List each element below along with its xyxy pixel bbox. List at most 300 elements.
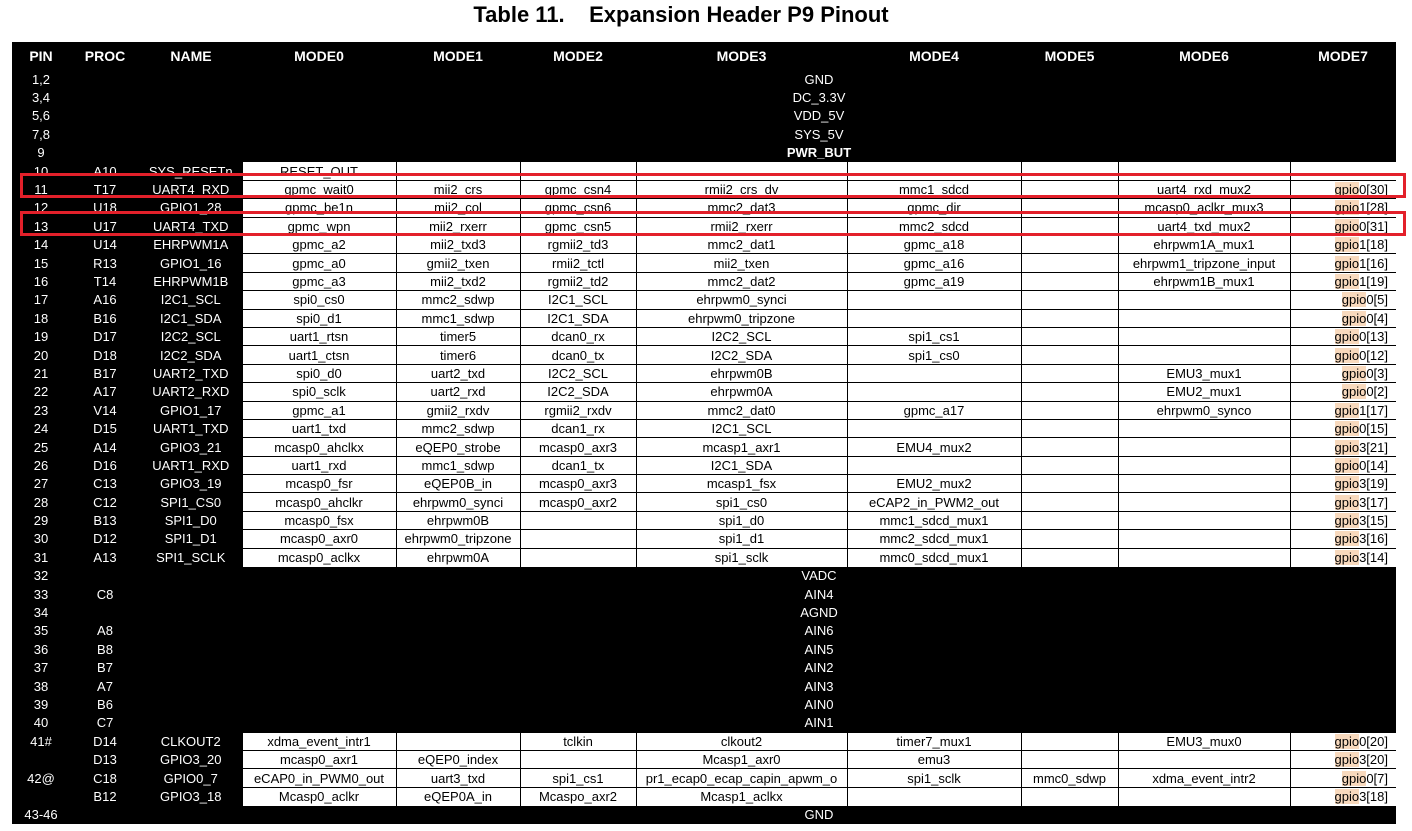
table-row [12, 254, 1396, 272]
mode0-cell: gpmc_be1n [242, 199, 396, 217]
table-row [12, 677, 1396, 695]
mode1-cell: mii2_crs [396, 180, 520, 198]
mode4-cell: mmc2_sdcd_mux1 [847, 530, 1021, 548]
mode3-cell: spi1_sclk [636, 548, 847, 566]
mode0-cell: mcasp0_axr1 [242, 750, 396, 768]
mode4-cell: gpmc_dir [847, 199, 1021, 217]
header-mode5: MODE5 [1021, 42, 1118, 70]
proc-cell: V14 [70, 401, 140, 419]
pin-cell: 20 [12, 346, 70, 364]
mode3-cell: clkout2 [636, 732, 847, 750]
proc-cell: B7 [70, 659, 140, 677]
mode7-cell [1290, 732, 1396, 750]
mode0-cell: uart1_txd [242, 419, 396, 437]
proc-cell: T17 [70, 180, 140, 198]
gpio-value: gpio1[19] [1334, 273, 1388, 289]
mode1-cell: mmc1_sdwp [396, 309, 520, 327]
proc-cell: D12 [70, 530, 140, 548]
mode3-cell: Mcasp1_aclkx [636, 787, 847, 805]
mode0-cell: mcasp0_ahclkx [242, 438, 396, 456]
mode4-cell [847, 309, 1021, 327]
mode1-cell [396, 162, 520, 180]
mode3-cell: I2C1_SCL [636, 419, 847, 437]
gpio-value: gpio3[16] [1334, 531, 1388, 547]
pin-cell: 1,2 [12, 70, 70, 88]
mode1-cell: eQEP0_index [396, 750, 520, 768]
pinout-body [12, 70, 1396, 824]
mode5-cell [1021, 217, 1118, 235]
header-mode1: MODE1 [396, 42, 520, 70]
name-cell: GPIO3_20 [140, 750, 242, 768]
proc-cell: A14 [70, 438, 140, 456]
gpio-value: gpio0[14] [1334, 457, 1388, 473]
mode6-cell: ehrpwm0_synco [1118, 401, 1290, 419]
header-name: NAME [140, 42, 242, 70]
name-cell: GPIO1_28 [140, 199, 242, 217]
mode1-cell: uart2_rxd [396, 383, 520, 401]
header-row [12, 42, 1396, 70]
proc-cell: T14 [70, 272, 140, 290]
mode2-cell: gpmc_csn6 [520, 199, 636, 217]
table-row [12, 622, 1396, 640]
mode2-cell: I2C1_SCL [520, 291, 636, 309]
mode6-cell [1118, 530, 1290, 548]
table-row [12, 364, 1396, 382]
signal-cell: SYS_5V [242, 125, 1396, 143]
gpio-value: gpio3[21] [1334, 439, 1388, 455]
table-row [12, 585, 1396, 603]
gpio-value: gpio3[20] [1334, 752, 1388, 768]
signal-cell: VADC [242, 567, 1396, 585]
table-row [12, 603, 1396, 621]
pin-cell [12, 750, 70, 768]
mode5-cell [1021, 236, 1118, 254]
proc-cell: A17 [70, 383, 140, 401]
gpio-value: gpio0[20] [1334, 733, 1388, 749]
mode5-cell [1021, 180, 1118, 198]
mode3-cell: mmc2_dat1 [636, 236, 847, 254]
name-cell [140, 70, 242, 88]
table-row [12, 383, 1396, 401]
mode4-cell: gpmc_a18 [847, 236, 1021, 254]
pin-cell: 31 [12, 548, 70, 566]
mode3-cell: spi1_d1 [636, 530, 847, 548]
mode5-cell [1021, 383, 1118, 401]
mode1-cell: mii2_txd3 [396, 236, 520, 254]
mode1-cell: eQEP0B_in [396, 475, 520, 493]
proc-cell: D16 [70, 456, 140, 474]
gpio-value: gpio0[15] [1334, 421, 1388, 437]
name-cell [140, 125, 242, 143]
name-cell [140, 567, 242, 585]
pin-cell: 13 [12, 217, 70, 235]
mode1-cell: timer6 [396, 346, 520, 364]
table-row [12, 107, 1396, 125]
mode1-cell: eQEP0A_in [396, 787, 520, 805]
mode4-cell: EMU4_mux2 [847, 438, 1021, 456]
name-cell: I2C1_SDA [140, 309, 242, 327]
name-cell: UART2_RXD [140, 383, 242, 401]
mode1-cell: mmc2_sdwp [396, 291, 520, 309]
mode7-cell [1290, 456, 1396, 474]
table-row [12, 732, 1396, 750]
pin-cell: 22 [12, 383, 70, 401]
signal-cell: PWR_BUT [242, 144, 1396, 162]
mode2-cell: rgmii2_rxdv [520, 401, 636, 419]
mode2-cell: I2C2_SCL [520, 364, 636, 382]
mode5-cell: mmc0_sdwp [1021, 769, 1118, 787]
name-cell: I2C1_SCL [140, 291, 242, 309]
name-cell: UART1_RXD [140, 456, 242, 474]
gpio-value: gpio0[31] [1334, 218, 1388, 234]
proc-cell: A10 [70, 162, 140, 180]
mode7-cell [1290, 162, 1396, 180]
mode6-cell [1118, 327, 1290, 345]
mode0-cell: gpmc_wpn [242, 217, 396, 235]
mode1-cell: mii2_txd2 [396, 272, 520, 290]
mode2-cell: Mcaspo_axr2 [520, 787, 636, 805]
name-cell: EHRPWM1B [140, 272, 242, 290]
pin-cell: 24 [12, 419, 70, 437]
mode1-cell: mii2_col [396, 199, 520, 217]
mode6-cell [1118, 346, 1290, 364]
mode2-cell: gpmc_csn4 [520, 180, 636, 198]
table-row [12, 199, 1396, 217]
proc-cell: U17 [70, 217, 140, 235]
mode0-cell: gpmc_a1 [242, 401, 396, 419]
mode1-cell: timer5 [396, 327, 520, 345]
mode6-cell: uart4_rxd_mux2 [1118, 180, 1290, 198]
mode0-cell: spi0_d0 [242, 364, 396, 382]
mode0-cell: spi0_d1 [242, 309, 396, 327]
mode5-cell [1021, 291, 1118, 309]
proc-cell: C13 [70, 475, 140, 493]
mode5-cell [1021, 548, 1118, 566]
proc-cell [70, 144, 140, 162]
table-row [12, 125, 1396, 143]
proc-cell: B13 [70, 511, 140, 529]
pin-cell [12, 787, 70, 805]
table-row [12, 659, 1396, 677]
mode0-cell: Mcasp0_aclkr [242, 787, 396, 805]
mode3-cell: ehrpwm0A [636, 383, 847, 401]
mode4-cell [847, 787, 1021, 805]
mode5-cell [1021, 456, 1118, 474]
pin-cell: 38 [12, 677, 70, 695]
mode3-cell: pr1_ecap0_ecap_capin_apwm_o [636, 769, 847, 787]
table-row [12, 309, 1396, 327]
mode7-cell [1290, 236, 1396, 254]
pin-cell: 35 [12, 622, 70, 640]
mode5-cell [1021, 493, 1118, 511]
mode3-cell: mmc2_dat0 [636, 401, 847, 419]
proc-cell: U14 [70, 236, 140, 254]
gpio-value: gpio0[5] [1341, 292, 1388, 308]
gpio-value: gpio1[18] [1334, 237, 1388, 253]
table-row [12, 493, 1396, 511]
pin-cell: 14 [12, 236, 70, 254]
gpio-value: gpio3[14] [1334, 550, 1388, 566]
mode6-cell [1118, 511, 1290, 529]
proc-cell [70, 567, 140, 585]
name-cell: UART4_TXD [140, 217, 242, 235]
gpio-value: gpio1[16] [1334, 255, 1388, 271]
pin-cell: 41# [12, 732, 70, 750]
name-cell [140, 659, 242, 677]
pin-cell: 9 [12, 144, 70, 162]
mode0-cell: gpmc_wait0 [242, 180, 396, 198]
mode4-cell: gpmc_a17 [847, 401, 1021, 419]
name-cell [140, 144, 242, 162]
mode6-cell: ehrpwm1A_mux1 [1118, 236, 1290, 254]
mode1-cell: gmii2_txen [396, 254, 520, 272]
mode3-cell: mcasp1_fsx [636, 475, 847, 493]
mode5-cell [1021, 309, 1118, 327]
table-row [12, 530, 1396, 548]
mode4-cell: spi1_cs1 [847, 327, 1021, 345]
mode2-cell [520, 162, 636, 180]
proc-cell: B8 [70, 640, 140, 658]
mode4-cell [847, 364, 1021, 382]
mode5-cell [1021, 254, 1118, 272]
pin-cell: 40 [12, 714, 70, 732]
table-row [12, 750, 1396, 768]
mode3-cell: ehrpwm0B [636, 364, 847, 382]
mode5-cell [1021, 530, 1118, 548]
pin-cell: 43-46 [12, 806, 70, 824]
name-cell: SPI1_D0 [140, 511, 242, 529]
proc-cell: C8 [70, 585, 140, 603]
table-row [12, 567, 1396, 585]
table-row [12, 419, 1396, 437]
pin-cell: 33 [12, 585, 70, 603]
mode7-cell [1290, 217, 1396, 235]
table-row [12, 787, 1396, 805]
name-cell: UART4_RXD [140, 180, 242, 198]
mode3-cell: ehrpwm0_tripzone [636, 309, 847, 327]
mode4-cell: gpmc_a16 [847, 254, 1021, 272]
proc-cell: D14 [70, 732, 140, 750]
signal-cell: GND [242, 806, 1396, 824]
mode6-cell: EMU3_mux1 [1118, 364, 1290, 382]
mode2-cell: dcan1_rx [520, 419, 636, 437]
mode0-cell: RESET_OUT [242, 162, 396, 180]
mode2-cell: tclkin [520, 732, 636, 750]
mode3-cell: mmc2_dat2 [636, 272, 847, 290]
mode7-cell [1290, 750, 1396, 768]
table-row [12, 162, 1396, 180]
mode7-cell [1290, 475, 1396, 493]
signal-cell: AIN4 [242, 585, 1396, 603]
mode4-cell: EMU2_mux2 [847, 475, 1021, 493]
mode0-cell: spi0_cs0 [242, 291, 396, 309]
gpio-value: gpio3[18] [1334, 789, 1388, 805]
mode4-cell [847, 383, 1021, 401]
proc-cell: C18 [70, 769, 140, 787]
mode5-cell [1021, 438, 1118, 456]
mode6-cell: uart4_txd_mux2 [1118, 217, 1290, 235]
mode2-cell [520, 548, 636, 566]
mode3-cell: ehrpwm0_synci [636, 291, 847, 309]
mode4-cell: mmc0_sdcd_mux1 [847, 548, 1021, 566]
proc-cell [70, 806, 140, 824]
name-cell: I2C2_SCL [140, 327, 242, 345]
table-row [12, 475, 1396, 493]
mode5-cell [1021, 750, 1118, 768]
mode6-cell: EMU3_mux0 [1118, 732, 1290, 750]
name-cell [140, 603, 242, 621]
name-cell: GPIO1_17 [140, 401, 242, 419]
pin-cell: 39 [12, 695, 70, 713]
mode2-cell [520, 511, 636, 529]
proc-cell: D17 [70, 327, 140, 345]
mode7-cell [1290, 511, 1396, 529]
gpio-value: gpio1[28] [1334, 200, 1388, 216]
mode5-cell [1021, 475, 1118, 493]
mode0-cell: mcasp0_aclkx [242, 548, 396, 566]
header-mode2: MODE2 [520, 42, 636, 70]
pin-cell: 18 [12, 309, 70, 327]
proc-cell: C7 [70, 714, 140, 732]
proc-cell: A13 [70, 548, 140, 566]
mode1-cell: ehrpwm0B [396, 511, 520, 529]
pin-cell: 32 [12, 567, 70, 585]
pin-cell: 29 [12, 511, 70, 529]
signal-cell: AIN6 [242, 622, 1396, 640]
name-cell: SYS_RESETn [140, 162, 242, 180]
mode5-cell [1021, 199, 1118, 217]
mode7-cell [1290, 291, 1396, 309]
table-row [12, 236, 1396, 254]
proc-cell: R13 [70, 254, 140, 272]
gpio-value: gpio3[17] [1334, 494, 1388, 510]
mode0-cell: mcasp0_ahclkr [242, 493, 396, 511]
table-row [12, 144, 1396, 162]
mode6-cell [1118, 750, 1290, 768]
signal-cell: AIN5 [242, 640, 1396, 658]
mode4-cell: spi1_cs0 [847, 346, 1021, 364]
table-row [12, 346, 1396, 364]
header-mode4: MODE4 [847, 42, 1021, 70]
signal-cell: AGND [242, 603, 1396, 621]
mode1-cell: ehrpwm0_tripzone [396, 530, 520, 548]
name-cell [140, 695, 242, 713]
mode7-cell [1290, 401, 1396, 419]
name-cell: SPI1_CS0 [140, 493, 242, 511]
table-row [12, 401, 1396, 419]
mode6-cell: ehrpwm1_tripzone_input [1118, 254, 1290, 272]
proc-cell [70, 88, 140, 106]
mode5-cell [1021, 787, 1118, 805]
mode2-cell [520, 750, 636, 768]
name-cell: GPIO1_16 [140, 254, 242, 272]
name-cell: GPIO0_7 [140, 769, 242, 787]
mode2-cell: rmii2_tctl [520, 254, 636, 272]
name-cell: GPIO3_19 [140, 475, 242, 493]
mode2-cell: dcan0_rx [520, 327, 636, 345]
pin-cell: 3,4 [12, 88, 70, 106]
pin-cell: 25 [12, 438, 70, 456]
mode7-cell [1290, 364, 1396, 382]
header-mode0: MODE0 [242, 42, 396, 70]
mode3-cell: Mcasp1_axr0 [636, 750, 847, 768]
pin-cell: 5,6 [12, 107, 70, 125]
mode2-cell: spi1_cs1 [520, 769, 636, 787]
mode7-cell [1290, 272, 1396, 290]
mode1-cell: ehrpwm0_synci [396, 493, 520, 511]
mode2-cell: mcasp0_axr3 [520, 438, 636, 456]
table-row [12, 70, 1396, 88]
mode3-cell: mii2_txen [636, 254, 847, 272]
mode6-cell [1118, 438, 1290, 456]
mode1-cell: ehrpwm0A [396, 548, 520, 566]
table-row [12, 695, 1396, 713]
mode3-cell: mcasp1_axr1 [636, 438, 847, 456]
mode1-cell [396, 732, 520, 750]
table-row [12, 438, 1396, 456]
mode7-cell [1290, 254, 1396, 272]
mode6-cell [1118, 162, 1290, 180]
mode1-cell: mii2_rxerr [396, 217, 520, 235]
signal-cell: AIN2 [242, 659, 1396, 677]
mode2-cell: mcasp0_axr2 [520, 493, 636, 511]
mode6-cell [1118, 456, 1290, 474]
mode5-cell [1021, 364, 1118, 382]
mode5-cell [1021, 346, 1118, 364]
mode0-cell: uart1_ctsn [242, 346, 396, 364]
table-row [12, 217, 1396, 235]
mode7-cell [1290, 346, 1396, 364]
gpio-value: gpio0[4] [1341, 310, 1388, 326]
pin-cell: 10 [12, 162, 70, 180]
mode3-cell: I2C2_SCL [636, 327, 847, 345]
gpio-value: gpio0[30] [1334, 182, 1388, 198]
mode5-cell [1021, 419, 1118, 437]
mode4-cell: mmc1_sdcd [847, 180, 1021, 198]
mode2-cell: dcan1_tx [520, 456, 636, 474]
proc-cell [70, 70, 140, 88]
mode0-cell: mcasp0_fsr [242, 475, 396, 493]
mode7-cell [1290, 530, 1396, 548]
gpio-value: gpio3[15] [1334, 513, 1388, 529]
mode3-cell: spi1_d0 [636, 511, 847, 529]
name-cell: CLKOUT2 [140, 732, 242, 750]
pin-cell: 19 [12, 327, 70, 345]
pin-cell: 34 [12, 603, 70, 621]
table-row [12, 327, 1396, 345]
mode4-cell [847, 291, 1021, 309]
pin-cell: 26 [12, 456, 70, 474]
pin-cell: 30 [12, 530, 70, 548]
table-row [12, 769, 1396, 787]
mode3-cell: mmc2_dat3 [636, 199, 847, 217]
mode5-cell [1021, 327, 1118, 345]
table-row [12, 640, 1396, 658]
mode0-cell: xdma_event_intr1 [242, 732, 396, 750]
pin-cell: 28 [12, 493, 70, 511]
mode1-cell: mmc2_sdwp [396, 419, 520, 437]
mode5-cell [1021, 162, 1118, 180]
pin-cell: 42@ [12, 769, 70, 787]
mode0-cell: gpmc_a0 [242, 254, 396, 272]
mode6-cell [1118, 548, 1290, 566]
mode4-cell [847, 456, 1021, 474]
pin-cell: 15 [12, 254, 70, 272]
mode7-cell [1290, 383, 1396, 401]
mode2-cell: rgmii2_td3 [520, 236, 636, 254]
proc-cell: A8 [70, 622, 140, 640]
header-mode3: MODE3 [636, 42, 847, 70]
